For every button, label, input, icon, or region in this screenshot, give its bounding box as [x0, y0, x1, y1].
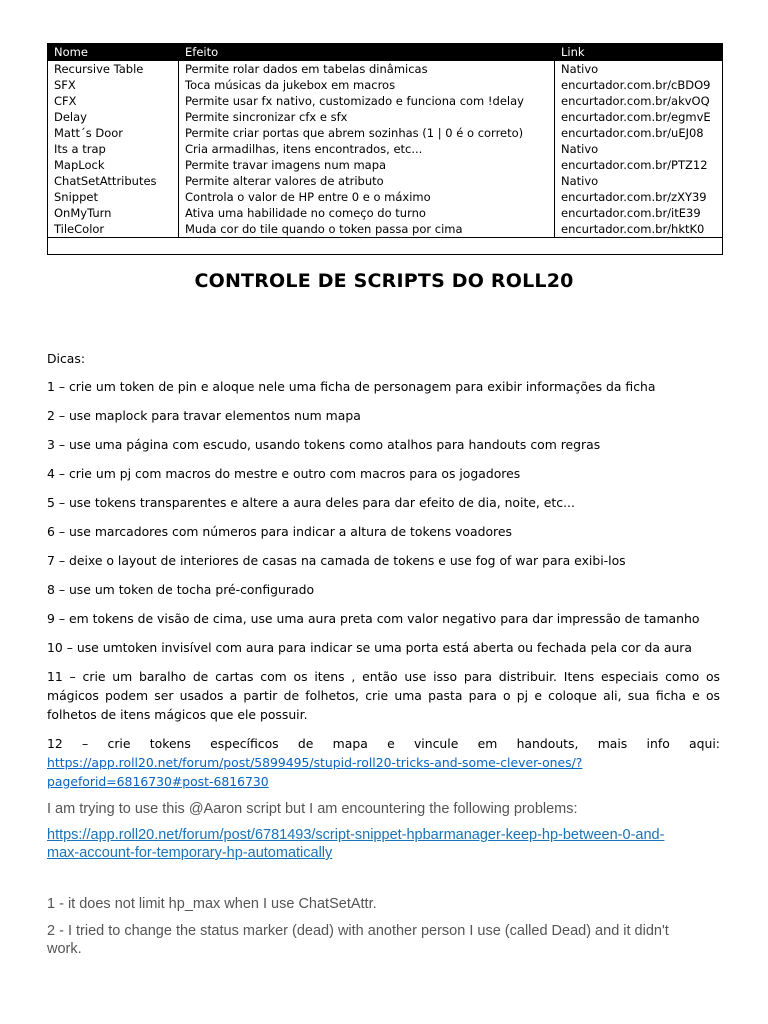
cell-efeito: Muda cor do tile quando o token passa por cima	[179, 221, 555, 238]
cell-efeito: Permite rolar dados em tabelas dinâmicas	[179, 61, 555, 78]
forum-problem-2	[47, 922, 720, 958]
tip11-line: folhetos de itens mágicos que ele possuir.	[47, 707, 308, 722]
forum-problem-1: 1 - it does not limit hp_max when I use ChatSetAttr.	[47, 896, 377, 912]
cell-nome: MapLock	[48, 157, 179, 173]
tip11-line: 11 – crie um baralho de cartas com os itens , então use isso para distribuir. Itens especiais como os	[47, 669, 720, 684]
tip-item: 9 – em tokens de visão de cima, use uma aura preta com valor negativo para dar impressão de tamanho	[47, 611, 700, 626]
cell-nome: Matt´s Door	[48, 125, 179, 141]
tip11-line: mágicos podem ser usados a partir de folhetos, crie uma pasta para o pj e coloque ali, sua ficha e os	[47, 688, 720, 703]
forum-problem-2-line: 2 - I tried to change the status marker (dead) with another person I use (called Dead) and it didn't	[47, 923, 669, 939]
cell-nome: Snippet	[48, 189, 179, 205]
forum-link[interactable]: https://app.roll20.net/forum/post/6781493/script-snippet-hpbarmanager-keep-hp-between-0-and-	[47, 827, 665, 843]
cell-efeito: Controla o valor de HP entre 0 e o máximo	[179, 189, 555, 205]
empty-cell	[48, 238, 723, 255]
cell-nome: ChatSetAttributes	[48, 173, 179, 189]
cell-link: Nativo	[555, 141, 723, 157]
page-title: CONTROLE DE SCRIPTS DO ROLL20	[194, 270, 574, 292]
cell-link: encurtador.com.br/egmvE	[555, 109, 723, 125]
table-row	[48, 61, 723, 78]
table-row	[48, 189, 723, 205]
table-row	[48, 141, 723, 157]
tip-item: 4 – crie um pj com macros do mestre e outro com macros para os jogadores	[47, 466, 521, 481]
table-row	[48, 221, 723, 238]
tip-item: 10 – use umtoken invisível com aura para indicar se uma porta está aberta ou fechada pela cor da aura	[47, 640, 692, 655]
tip-item-12	[47, 734, 720, 791]
cell-link: encurtador.com.br/cBDO9	[555, 77, 723, 93]
table-row	[48, 93, 723, 109]
forum-intro: I am trying to use this @Aaron script but I am encountering the following problems:	[47, 801, 578, 817]
cell-link: encurtador.com.br/akvOQ	[555, 93, 723, 109]
table-row	[48, 173, 723, 189]
tip-item: 5 – use tokens transparentes e altere a aura deles para dar efeito de dia, noite, etc...	[47, 495, 575, 510]
header-nome: Nome	[48, 44, 179, 61]
table-header-row	[48, 44, 723, 61]
cell-efeito: Permite criar portas que abrem sozinhas (1 | 0 é o correto)	[179, 125, 555, 141]
cell-nome: OnMyTurn	[48, 205, 179, 221]
tip-item: 3 – use uma página com escudo, usando tokens como atalhos para handouts com regras	[47, 437, 601, 452]
cell-nome: Its a trap	[48, 141, 179, 157]
cell-nome: SFX	[48, 77, 179, 93]
cell-link: encurtador.com.br/PTZ12	[555, 157, 723, 173]
forum-problem-2-line: work.	[47, 941, 82, 957]
cell-nome: Delay	[48, 109, 179, 125]
header-efeito: Efeito	[179, 44, 555, 61]
cell-link: Nativo	[555, 61, 723, 78]
cell-link: encurtador.com.br/zXY39	[555, 189, 723, 205]
tip12-line: 12 – crie tokens específicos de mapa e vincule em handouts, mais info aqui:	[47, 736, 720, 751]
cell-nome: TileColor	[48, 221, 179, 238]
forum-link-block	[47, 826, 720, 862]
cell-efeito: Cria armadilhas, itens encontrados, etc...	[179, 141, 555, 157]
table-row	[48, 157, 723, 173]
table-row	[48, 125, 723, 141]
table-row	[48, 77, 723, 93]
cell-efeito: Permite travar imagens num mapa	[179, 157, 555, 173]
cell-link: encurtador.com.br/itE39	[555, 205, 723, 221]
cell-link: encurtador.com.br/uEJ08	[555, 125, 723, 141]
header-link: Link	[555, 44, 723, 61]
cell-efeito: Permite usar fx nativo, customizado e funciona com !delay	[179, 93, 555, 109]
tip-item: 7 – deixe o layout de interiores de casas na camada de tokens e use fog of war para exibi-los	[47, 553, 626, 568]
scripts-table	[47, 43, 723, 255]
tip-item: 2 – use maplock para travar elementos num mapa	[47, 408, 361, 423]
tip12-link[interactable]: https://app.roll20.net/forum/post/5899495/stupid-roll20-tricks-and-some-clever-ones/?	[47, 755, 583, 770]
tip-item-11	[47, 667, 720, 724]
table-row	[48, 205, 723, 221]
table-empty-row	[48, 238, 723, 255]
cell-efeito: Permite alterar valores de atributo	[179, 173, 555, 189]
cell-link: Nativo	[555, 173, 723, 189]
cell-nome: CFX	[48, 93, 179, 109]
tip12-link[interactable]: pageforid=6816730#post-6816730	[47, 774, 269, 789]
cell-efeito: Ativa uma habilidade no começo do turno	[179, 205, 555, 221]
cell-efeito: Permite sincronizar cfx e sfx	[179, 109, 555, 125]
table-row	[48, 109, 723, 125]
forum-link[interactable]: max-account-for-temporary-hp-automatically	[47, 845, 333, 861]
tip-item: 6 – use marcadores com números para indicar a altura de tokens voadores	[47, 524, 512, 539]
tip-item: 8 – use um token de tocha pré-configurado	[47, 582, 315, 597]
tip-item: 1 – crie um token de pin e aloque nele uma ficha de personagem para exibir informações da ficha	[47, 379, 656, 394]
cell-nome: Recursive Table	[48, 61, 179, 78]
cell-efeito: Toca músicas da jukebox em macros	[179, 77, 555, 93]
tips-heading: Dicas:	[47, 351, 86, 366]
cell-link: encurtador.com.br/hktK0	[555, 221, 723, 238]
